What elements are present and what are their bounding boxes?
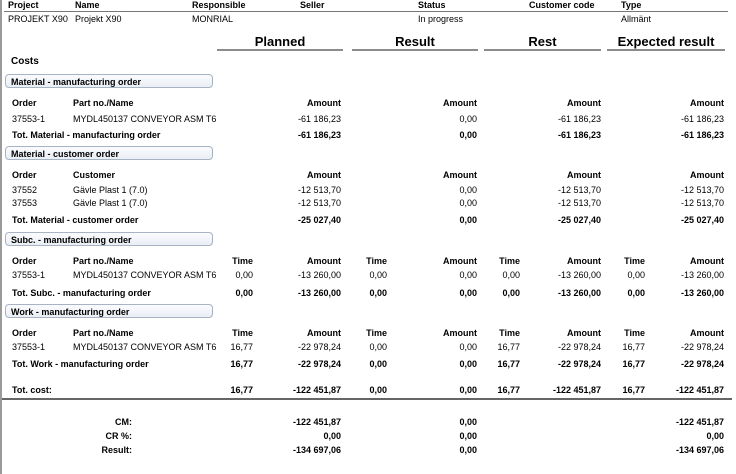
value-cell: 0,00 [369, 385, 387, 395]
project-header-label: Name [75, 0, 100, 10]
summary-value: 0,00 [323, 431, 341, 441]
value-cell: -13 260,00 [297, 270, 341, 280]
summary-value: -122 451,87 [675, 417, 724, 427]
column-header-amount: Amount [690, 98, 724, 108]
value-cell: 0,00 [627, 270, 645, 280]
value-cell: 0,00 [369, 359, 387, 369]
summary-value: 0,00 [459, 431, 477, 441]
value-cell: -12 513,70 [557, 198, 601, 208]
value-cell: 16,77 [622, 342, 645, 352]
row-order: 37553 [12, 198, 38, 208]
value-cell: -122 451,87 [675, 385, 724, 395]
section-header-box: Work - manufacturing order [5, 304, 213, 318]
column-group-expected-result: Expected result [617, 34, 715, 49]
column-group-planned: Planned [254, 34, 306, 49]
column-header-amount: Amount [307, 170, 341, 180]
column-header-amount: Amount [567, 328, 601, 338]
project-header-value: In progress [418, 14, 464, 24]
value-cell: -13 260,00 [557, 270, 601, 280]
column-header-amount: Amount [307, 98, 341, 108]
value-cell: -12 513,70 [680, 185, 724, 195]
value-cell: 16,77 [622, 359, 645, 369]
column-header-order: Order [12, 256, 37, 266]
summary-value: 0,00 [459, 445, 477, 455]
total-divider [2, 398, 732, 400]
section-total-label: Tot. Material - manufacturing order [12, 130, 161, 140]
section-total-label: Tot. Subc. - manufacturing order [12, 288, 151, 298]
value-cell: 0,00 [369, 270, 387, 280]
column-group-underline [352, 49, 478, 51]
column-header-order: Order [12, 98, 37, 108]
row-order: 37552 [12, 185, 38, 195]
value-cell: 16,77 [497, 342, 520, 352]
column-header-order: Order [12, 328, 37, 338]
value-cell: 0,00 [235, 270, 253, 280]
column-group-underline [217, 49, 343, 51]
value-cell: -22 978,24 [557, 359, 601, 369]
value-cell: -22 978,24 [557, 342, 601, 352]
costs-heading: Costs [11, 56, 39, 67]
project-header-label: Responsible [192, 0, 246, 10]
summary-value: 0,00 [706, 431, 724, 441]
value-cell: 16,77 [230, 359, 253, 369]
value-cell: -22 978,24 [680, 342, 724, 352]
value-cell: -12 513,70 [680, 198, 724, 208]
value-cell: -22 978,24 [297, 359, 341, 369]
value-cell: -25 027,40 [297, 215, 341, 225]
column-header-time: Time [366, 256, 387, 266]
section-header-box: Material - manufacturing order [5, 74, 213, 88]
value-cell: 0,00 [459, 359, 477, 369]
value-cell: 0,00 [369, 342, 387, 352]
column-group-underline [484, 49, 601, 51]
project-header-label: Customer code [529, 0, 595, 10]
value-cell: 0,00 [627, 288, 645, 298]
value-cell: -12 513,70 [297, 185, 341, 195]
value-cell: 16,77 [497, 385, 520, 395]
column-group-result: Result [395, 34, 435, 49]
column-header-amount: Amount [443, 328, 477, 338]
column-header-order: Order [12, 170, 37, 180]
project-header-value: MONRIAL [192, 14, 234, 24]
value-cell: -61 186,23 [680, 114, 724, 124]
project-header-label: Seller [300, 0, 325, 10]
row-name: Gävle Plast 1 (7.0) [73, 185, 148, 195]
row-name: Gävle Plast 1 (7.0) [73, 198, 148, 208]
column-header-name: Customer [73, 170, 116, 180]
value-cell: -61 186,23 [680, 130, 724, 140]
column-header-amount: Amount [443, 98, 477, 108]
column-header-amount: Amount [567, 256, 601, 266]
section-header-box: Subc. - manufacturing order [5, 232, 213, 246]
summary-value: -122 451,87 [292, 417, 341, 427]
value-cell: -22 978,24 [297, 342, 341, 352]
project-header-label: Type [621, 0, 642, 10]
value-cell: -13 260,00 [680, 288, 724, 298]
value-cell: -25 027,40 [557, 215, 601, 225]
column-header-amount: Amount [690, 256, 724, 266]
column-header-name: Part no./Name [73, 98, 134, 108]
column-header-name: Part no./Name [73, 328, 134, 338]
row-order: 37553-1 [12, 342, 46, 352]
row-name: MYDL450137 CONVEYOR ASM T6 [73, 342, 217, 352]
value-cell: -122 451,87 [552, 385, 601, 395]
column-group-rest: Rest [528, 34, 557, 49]
column-header-amount: Amount [307, 328, 341, 338]
row-name: MYDL450137 CONVEYOR ASM T6 [73, 114, 217, 124]
value-cell: 0,00 [369, 288, 387, 298]
column-header-time: Time [232, 328, 253, 338]
value-cell: 0,00 [235, 288, 253, 298]
left-border [0, 0, 2, 474]
column-header-time: Time [624, 328, 645, 338]
value-cell: 0,00 [459, 185, 477, 195]
summary-value: 0,00 [459, 417, 477, 427]
header-divider [4, 11, 728, 12]
value-cell: -61 186,23 [557, 130, 601, 140]
row-name: MYDL450137 CONVEYOR ASM T6 [73, 270, 217, 280]
value-cell: -12 513,70 [557, 185, 601, 195]
value-cell: 0,00 [459, 385, 477, 395]
project-header-value: PROJEKT X90 [8, 14, 68, 24]
value-cell: 0,00 [459, 198, 477, 208]
column-group-underline [607, 49, 725, 51]
column-header-time: Time [232, 256, 253, 266]
value-cell: -61 186,23 [557, 114, 601, 124]
column-header-amount: Amount [690, 328, 724, 338]
value-cell: 0,00 [459, 288, 477, 298]
project-header-label: Status [418, 0, 446, 10]
section-header-box: Material - customer order [5, 146, 213, 160]
section-total-label: Tot. Work - manufacturing order [12, 359, 149, 369]
value-cell: 0,00 [459, 130, 477, 140]
column-header-time: Time [624, 256, 645, 266]
value-cell: -61 186,23 [297, 130, 341, 140]
value-cell: -13 260,00 [297, 288, 341, 298]
value-cell: 0,00 [459, 342, 477, 352]
column-header-amount: Amount [443, 170, 477, 180]
project-header-value: Allmänt [621, 14, 652, 24]
column-header-amount: Amount [567, 170, 601, 180]
value-cell: 0,00 [459, 114, 477, 124]
row-order: 37553-1 [12, 270, 46, 280]
project-header-label: Project [8, 0, 39, 10]
value-cell: -122 451,87 [292, 385, 341, 395]
value-cell: 0,00 [459, 215, 477, 225]
row-order: 37553-1 [12, 114, 46, 124]
value-cell: -22 978,24 [680, 359, 724, 369]
value-cell: -13 260,00 [680, 270, 724, 280]
value-cell: -25 027,40 [680, 215, 724, 225]
value-cell: 16,77 [230, 385, 253, 395]
summary-value: -134 697,06 [675, 445, 724, 455]
column-header-amount: Amount [307, 256, 341, 266]
column-header-time: Time [366, 328, 387, 338]
column-header-time: Time [499, 256, 520, 266]
value-cell: 16,77 [497, 359, 520, 369]
value-cell: 0,00 [459, 270, 477, 280]
summary-label: CR %: [105, 431, 132, 441]
value-cell: 0,00 [502, 288, 520, 298]
value-cell: 16,77 [230, 342, 253, 352]
value-cell: 16,77 [622, 385, 645, 395]
value-cell: -61 186,23 [297, 114, 341, 124]
column-header-amount: Amount [443, 256, 477, 266]
section-total-label: Tot. Material - customer order [12, 215, 139, 225]
summary-label: CM: [115, 417, 132, 427]
summary-value: -134 697,06 [292, 445, 341, 455]
value-cell: 0,00 [502, 270, 520, 280]
column-header-amount: Amount [567, 98, 601, 108]
value-cell: -13 260,00 [557, 288, 601, 298]
column-header-amount: Amount [690, 170, 724, 180]
total-cost-label: Tot. cost: [12, 385, 52, 395]
value-cell: -12 513,70 [297, 198, 341, 208]
summary-label: Result: [101, 445, 132, 455]
column-header-time: Time [499, 328, 520, 338]
column-header-name: Part no./Name [73, 256, 134, 266]
project-header-value: Projekt X90 [75, 14, 122, 24]
